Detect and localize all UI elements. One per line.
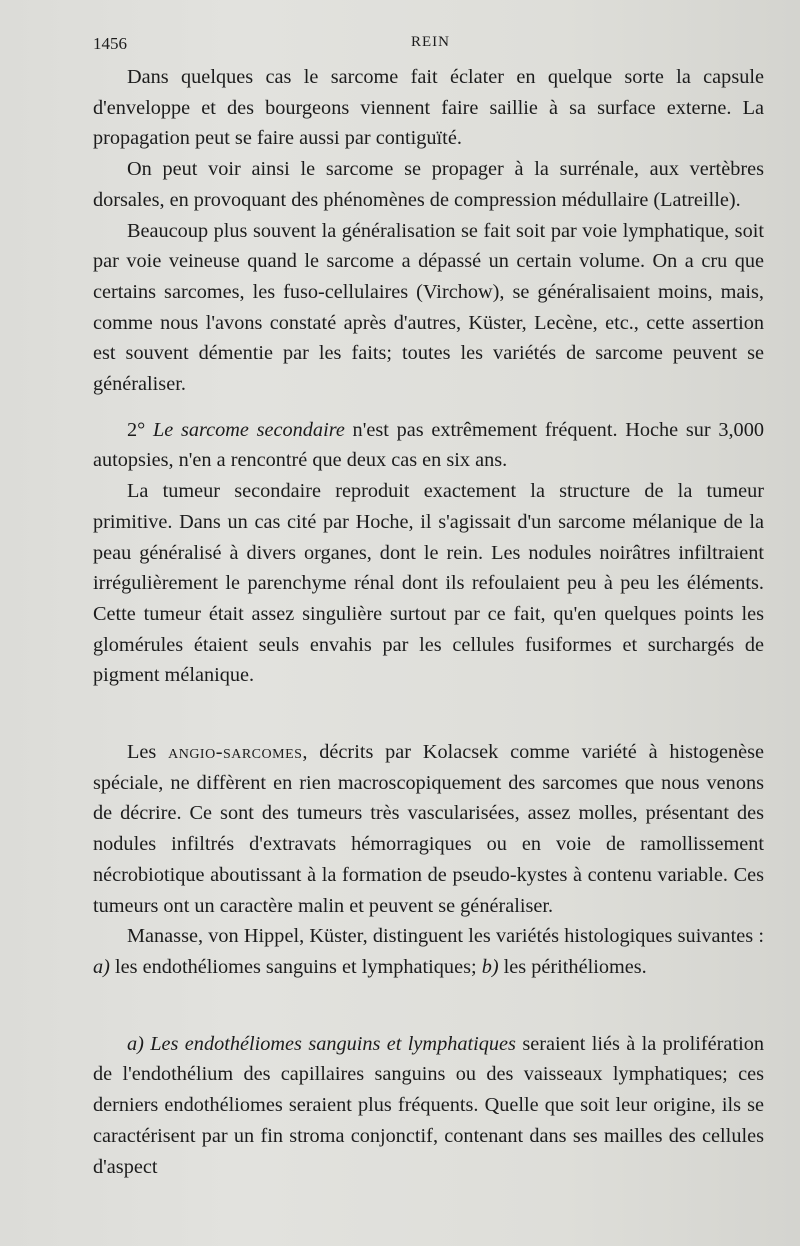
term-angio-sarcomes: angio-sarcomes [168, 741, 303, 764]
paragraph-sarcome-secondaire: 2° Le sarcome secondaire n'est pas extrêmement fréquent. Hoche sur 3,000 autopsies, n'en a rencontré que deux cas en six ans. [93, 418, 764, 472]
section-number: 2° [127, 418, 146, 441]
paragraph-generalisation: Beaucoup plus souvent la généralisation se fait soit par voie lymphatique, soit par voie veineuse quand le sarcome a dépassé un certain volume. On a cru que certains sarcomes, les fuso-cellulaires (Virchow), se généralisaient moins, mais, comme nous l'avons constaté après d'autres, Küster, Lecène, etc., cette assertion est souvent démentie par les faits; toutes les variétés de sarcome peuvent se généraliser. [93, 219, 764, 396]
page-number: 1456 [93, 34, 127, 53]
paragraph-capsule: Dans quelques cas le sarcome fait éclater en quelque sorte la capsule d'enveloppe et des bourgeons viennent faire saillie à sa surface externe. La propagation peut se faire aussi par contiguïté. [93, 66, 764, 150]
paragraph-endotheliomes: a) Les endothéliomes sanguins et lymphatiques seraient liés à la prolifération de l'endothélium des capillaires sanguins ou des vaisseaux lymphatiques; ces derniers endothéliomes seraient plus fréquents. Quelle que soit leur origine, ils se caractérisent par un fin stroma conjonctif, contenant dans ses mailles des cellules d'aspect [93, 1032, 764, 1178]
body-text [93, 62, 764, 1182]
page-header [93, 30, 764, 62]
running-title: REIN [411, 34, 450, 50]
subsection-title: Les endothéliomes sanguins et lymphatiques [143, 1032, 516, 1055]
section-title: Le sarcome secondaire [152, 418, 345, 441]
paragraph-angio-sarcomes: Les angio-sarcomes, décrits par Kolacsek comme variété à histogenèse spéciale, ne diffèrent en rien macroscopiquement des sarcomes que nous venons de décrire. Ce sont des tumeurs très vascularisées, assez molles, présentant des nodules infiltrés d'extravats hémorragiques ou en voie de ramollissement nécrobiotique aboutissant à la formation de pseudo-kystes à contenu variable. Ces tumeurs ont un caractère malin et peuvent se généraliser. [93, 741, 765, 917]
paragraph-tumeur-secondaire: La tumeur secondaire reproduit exactement la structure de la tumeur primitive. Dans un cas cité par Hoche, il s'agissait d'un sarcome mélanique de la peau généralisé à divers organes, dont le rein. Les nodules noirâtres infiltraient irrégulièrement le parenchyme rénal dont ils refoulaient peu à peu les éléments. Cette tumeur était assez singulière surtout par ce fait, qu'en quelques points les glomérules étaient seuls envahis par les cellules fusiformes et surchargés de pigment mélanique. [93, 480, 764, 687]
paragraph-varietes: Manasse, von Hippel, Küster, distinguent les variétés histologiques suivantes : a) les endothéliomes sanguins et lymphatiques; b) les périthéliomes. [93, 925, 764, 978]
paragraph-surrenale: On peut voir ainsi le sarcome se propager à la surrénale, aux vertèbres dorsales, en provoquant des phénomènes de compression médullaire (Latreille). [93, 158, 764, 211]
